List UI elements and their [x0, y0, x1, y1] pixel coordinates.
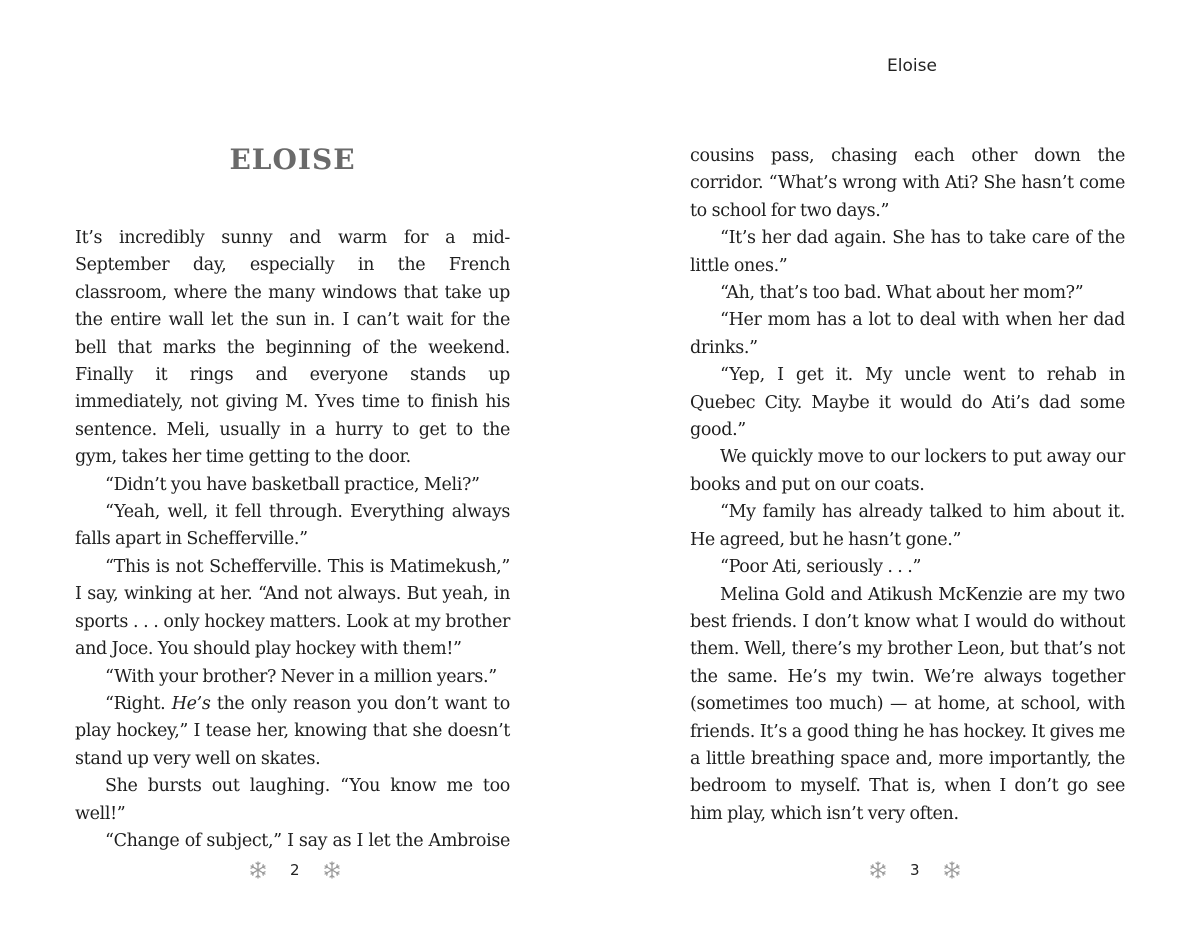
paragraph: “Poor Ati, seriously . . .”: [720, 557, 922, 578]
paragraph: “It’s her dad again. She has to take care of the little ones.”: [690, 228, 1125, 276]
page-footer: [868, 858, 962, 882]
paragraph-text: “Right.: [105, 693, 172, 714]
snowflake-icon: [868, 860, 888, 880]
paragraph: She bursts out laughing. “You know me too well!”: [75, 776, 510, 824]
paragraph: “My family has already talked to him about it. He agreed, but he hasn’t gone.”: [690, 502, 1125, 550]
right-page: [600, 0, 1200, 930]
snowflake-icon: [322, 860, 342, 880]
paragraph: “This is not Schefferville. This is Matimekush,” I say, winking at her. “And not always. But yeah, in sports . . . only hockey matters. Look at my brother and Joce. You should play hockey with them!”: [75, 556, 510, 660]
snowflake-icon: [942, 860, 962, 880]
paragraph: “Yeah, well, it fell through. Everything always falls apart in Schefferville.”: [75, 502, 510, 550]
paragraph: “Ah, that’s too bad. What about her mom?”: [720, 283, 1084, 304]
page-number: 2: [290, 861, 300, 879]
paragraph: “Didn’t you have basketball practice, Meli?”: [105, 474, 480, 495]
paragraph: “With your brother? Never in a million years.”: [105, 666, 497, 687]
left-page-body: [75, 225, 510, 855]
page-footer: [248, 858, 342, 882]
paragraph: We quickly move to our lockers to put away our books and put on our coats.: [690, 447, 1125, 495]
paragraph-text: the only reason you don’t want to play hockey,” I tease her, knowing that she doesn’t stand up very well on skates.: [75, 693, 510, 769]
emphasis-text: He’s: [171, 693, 211, 714]
paragraph: [75, 691, 510, 773]
paragraph: “Her mom has a lot to deal with when her dad drinks.”: [690, 310, 1125, 358]
paragraph: “Yep, I get it. My uncle went to rehab in Quebec City. Maybe it would do Ati’s dad some good.”: [690, 365, 1125, 441]
snowflake-icon: [248, 860, 268, 880]
paragraph: cousins pass, chasing each other down the corridor. “What’s wrong with Ati? She hasn’t come to school for two days.”: [690, 146, 1125, 221]
chapter-title: ELOISE: [229, 143, 356, 176]
running-head: Eloise: [887, 56, 937, 76]
right-page-body: [690, 143, 1125, 828]
paragraph: Melina Gold and Atikush McKenzie are my two best friends. I don’t know what I would do without them. Well, there’s my brother Leon, but that’s not the same. He’s my twin. We’re always together (sometimes too much) — at home, at school, with friends. It’s a good thing he has hockey. It gives me a little breathing space and, more importantly, the bedroom to myself. That is, when I don’t go see him play, which isn’t very often.: [690, 584, 1125, 824]
paragraph: It’s incredibly sunny and warm for a mid-September day, especially in the French classroom, where the many windows that take up the entire wall let the sun in. I can’t wait for the bell that marks the beginning of the weekend. Finally it rings and everyone stands up immediately, not giving M. Yves time to finish his sentence. Meli, usually in a hurry to get to the gym, takes her time getting to the door.: [75, 228, 510, 468]
paragraph: “Change of subject,” I say as I let the Ambroise: [105, 830, 510, 851]
page-number: 3: [910, 861, 920, 879]
